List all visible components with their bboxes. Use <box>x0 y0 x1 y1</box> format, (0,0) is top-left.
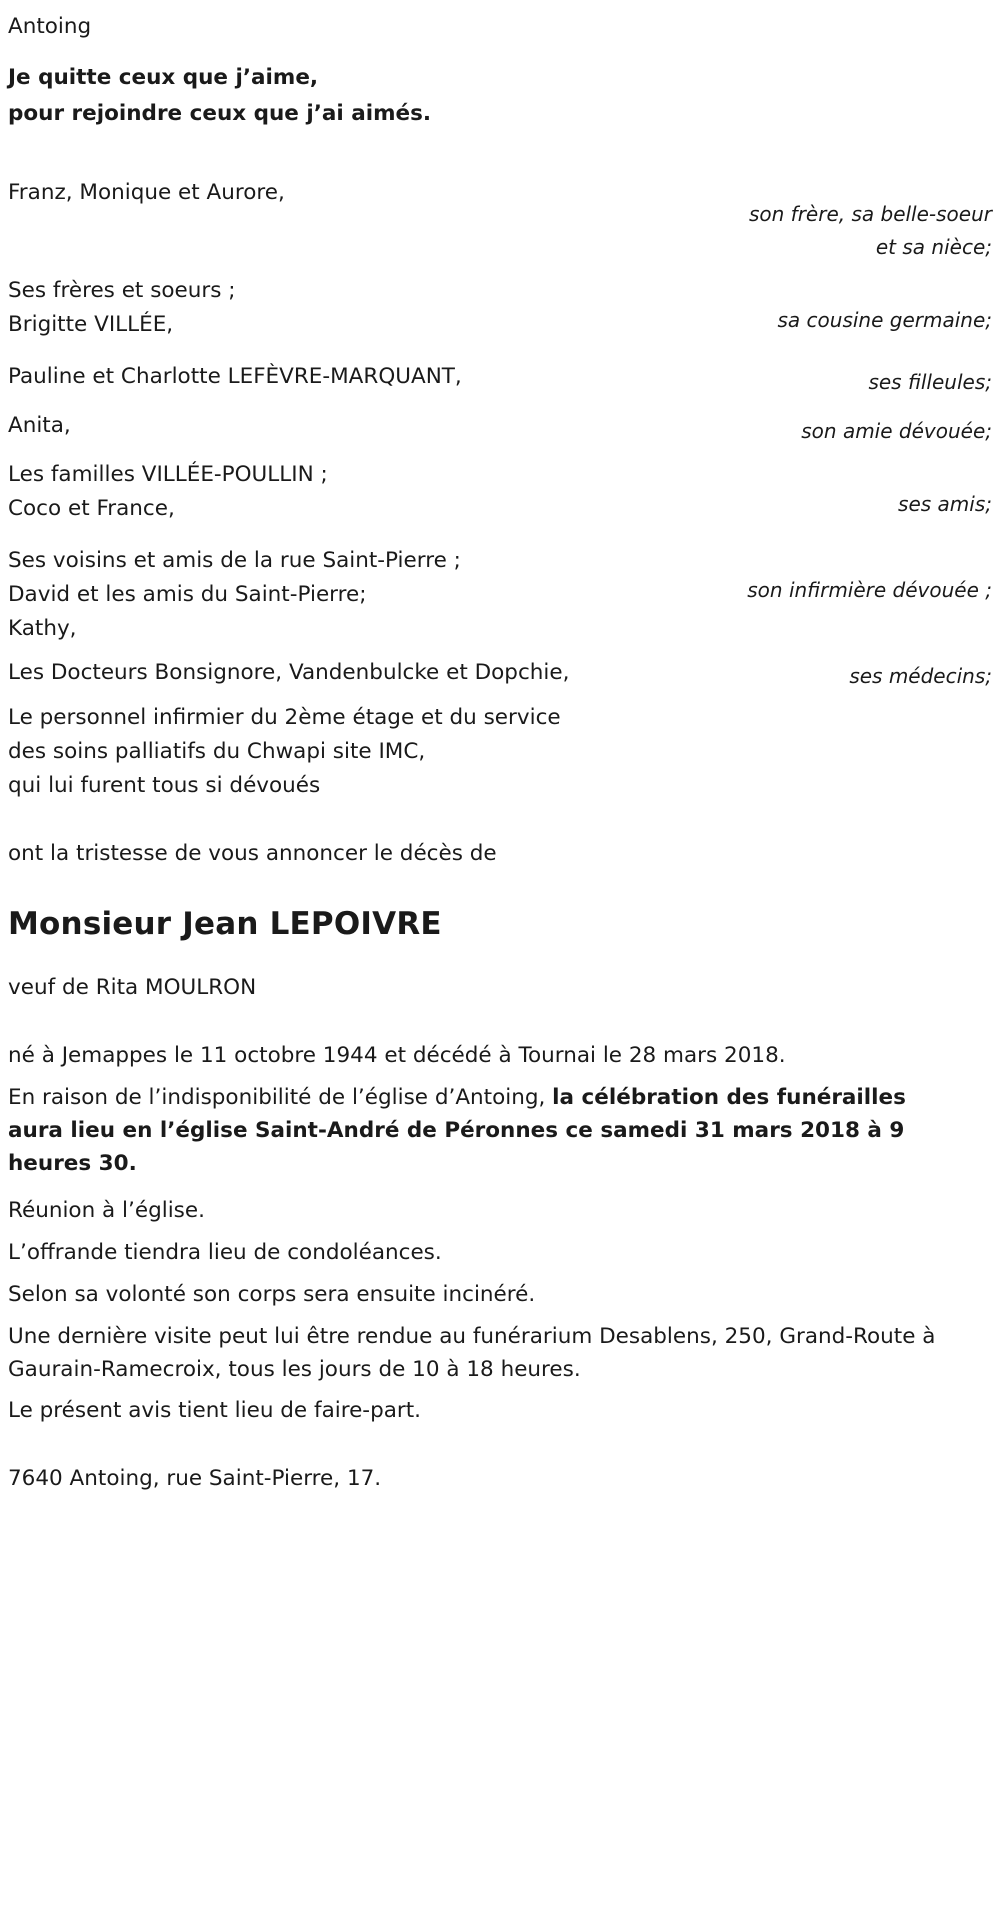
spacer <box>8 1386 992 1394</box>
spacer <box>8 342 992 360</box>
mourner-name-line: David et les amis du Saint-Pierre; <box>8 582 367 607</box>
spacer <box>8 1005 992 1039</box>
mourner-relation: ses amis; <box>898 492 992 516</box>
mourner-entry <box>8 274 992 342</box>
ceremony-emphasis: la célébration des funérailles aura lieu en l’église Saint-André de Péronnes ce samedi 31 mars 2018 à 9 heures 30. <box>8 1085 906 1176</box>
mourner-relation: son frère, sa belle-soeur et sa nièce; <box>748 202 992 259</box>
mourner-names <box>8 409 71 443</box>
mourner-relation: sa cousine germaine; <box>777 308 992 332</box>
mourner-name-line: Franz, Monique et Aurore, <box>8 180 285 205</box>
mourner-entry <box>8 544 992 646</box>
mourner-name-line: Ses voisins et amis de la rue Saint-Pierre ; <box>8 548 461 573</box>
mourner-name-line: Les Docteurs Bonsignore, Vandenbulcke et Dopchie, <box>8 660 570 685</box>
mourner-entry <box>8 656 992 693</box>
notice-line: L’offrande tiendra lieu de condoléances. <box>8 1240 442 1265</box>
locality-label: Antoing <box>8 14 92 39</box>
spacer <box>8 646 992 656</box>
mourner-entry <box>8 409 992 448</box>
mourner-names <box>8 274 236 342</box>
funerarium-visit-notice: Une dernière visite peut lui être rendue au funérarium Desablens, 250, Grand-Route à Gaurain-Ramecroix, tous les jours de 10 à 18 heures. <box>8 1324 936 1382</box>
announcement-intro: ont la tristesse de vous annoncer le décès de <box>8 841 497 866</box>
staff-line: des soins palliatifs du Chwapi site IMC, <box>8 739 426 764</box>
spouse-line: veuf de Rita MOULRON <box>8 975 257 1000</box>
spacer <box>8 264 992 274</box>
mourner-names <box>8 544 461 646</box>
memorial-verse <box>8 60 992 132</box>
mourner-names <box>8 176 285 210</box>
ceremony-lead: En raison de l’indisponibilité de l’église d’Antoing, <box>8 1085 553 1110</box>
faire-part-notice: Le présent avis tient lieu de faire-part. <box>8 1398 421 1423</box>
mourner-relation: son amie dévouée; <box>801 419 992 443</box>
mourner-name-line: Pauline et Charlotte LEFÈVRE-MARQUANT, <box>8 364 462 389</box>
staff-line: qui lui furent tous si dévoués <box>8 773 321 798</box>
mourner-name-line: Brigitte VILLÉE, <box>8 312 174 337</box>
mourner-names <box>8 360 462 394</box>
spacer <box>8 871 992 897</box>
birth-death-line: né à Jemappes le 11 octobre 1944 et décédé à Tournai le 28 mars 2018. <box>8 1043 786 1068</box>
mourner-names <box>8 656 569 690</box>
deceased-name-heading: Monsieur Jean LEPOIVRE <box>8 906 442 942</box>
spacer <box>8 1228 992 1236</box>
mourner-names <box>8 458 328 526</box>
spacer <box>8 132 992 176</box>
spacer <box>8 693 992 701</box>
mourner-relation: ses médecins; <box>849 664 992 688</box>
staff-line: Le personnel infirmier du 2ème étage et du service <box>8 705 561 730</box>
mourner-entry <box>8 176 992 264</box>
spacer <box>8 1073 992 1081</box>
hospital-staff-block <box>8 701 992 803</box>
mourner-name-line: Anita, <box>8 413 71 438</box>
notice-line: Réunion à l’église. <box>8 1198 205 1223</box>
mourner-name-line: Kathy, <box>8 616 77 641</box>
spacer <box>8 1180 992 1194</box>
mourner-relation: son infirmière dévouée ; <box>747 578 992 602</box>
spacer <box>8 1270 992 1278</box>
verse-line-1: Je quitte ceux que j’aime, <box>8 65 319 90</box>
notice-line: Selon sa volonté son corps sera ensuite incinéré. <box>8 1282 536 1307</box>
ceremony-paragraph <box>8 1081 968 1180</box>
spacer <box>8 1428 992 1462</box>
spacer <box>8 526 992 544</box>
mourner-name-line: Ses frères et soeurs ; <box>8 278 236 303</box>
mourner-entry <box>8 360 992 399</box>
spacer <box>8 50 992 60</box>
mourner-name-line: Les familles VILLÉE-POULLIN ; <box>8 462 328 487</box>
spacer <box>8 803 992 837</box>
mourner-entry <box>8 458 992 526</box>
mourner-name-line: Coco et France, <box>8 496 175 521</box>
spacer <box>8 399 992 409</box>
spacer <box>8 1312 992 1320</box>
spacer <box>8 945 992 971</box>
verse-line-2: pour rejoindre ceux que j’ai aimés. <box>8 101 432 126</box>
address-line: 7640 Antoing, rue Saint-Pierre, 17. <box>8 1466 382 1491</box>
spacer <box>8 448 992 458</box>
mourner-relation: ses filleules; <box>868 370 992 394</box>
